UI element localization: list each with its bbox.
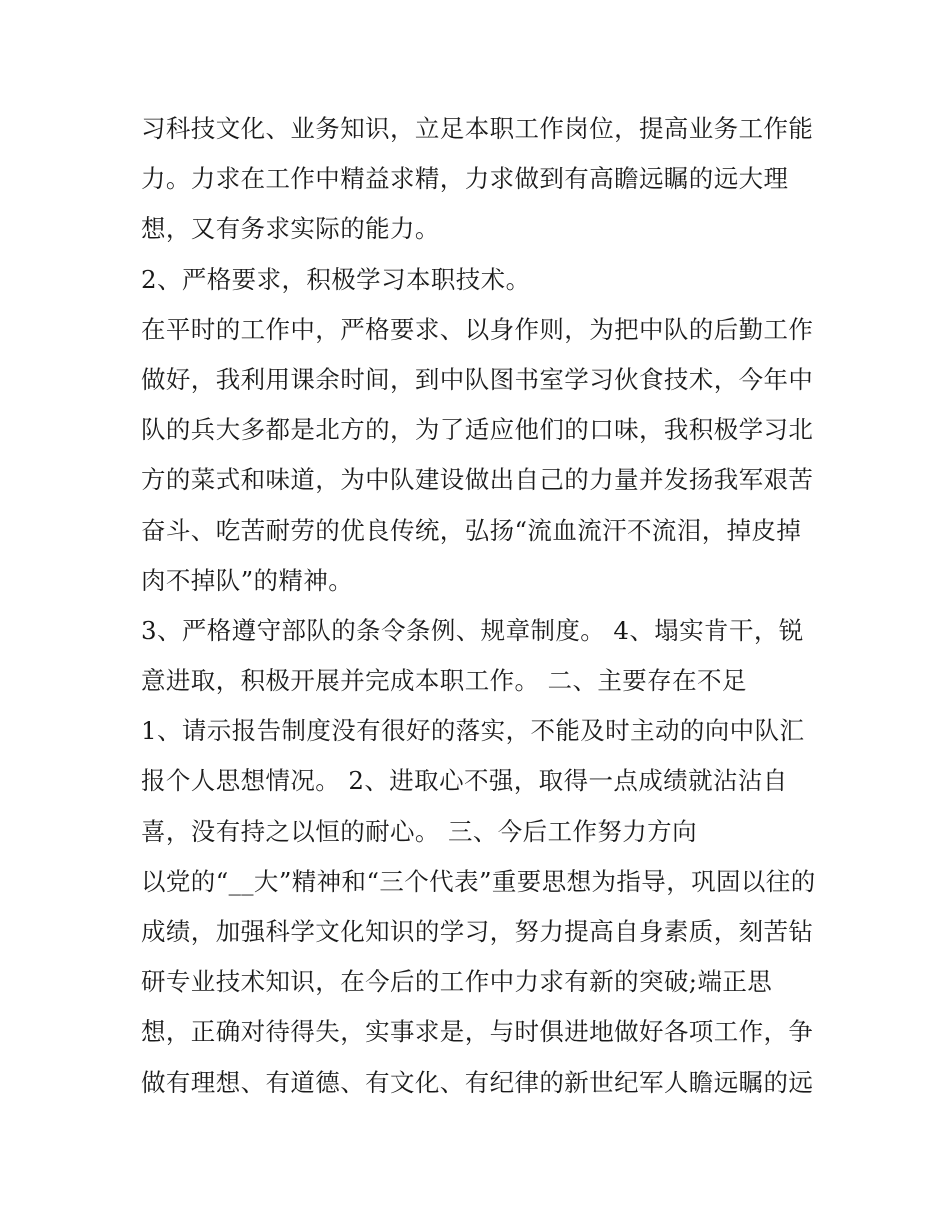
text-line: 做好，我利用课余时间，到中队图书室学习伙食技术，今年中 bbox=[141, 364, 814, 394]
text-line: 成绩，加强科学文化知识的学习，努力提高自身素质，刻苦钻 bbox=[141, 917, 814, 946]
text-line: 1、请示报告制度没有很好的落实，不能及时主动的向中队汇 bbox=[141, 716, 805, 746]
text-line: 习科技文化、业务知识，立足本职工作岗位，提高业务工作能 bbox=[141, 114, 814, 143]
text-line: 肉不掉队”的精神。 bbox=[141, 565, 354, 595]
document-body bbox=[141, 104, 821, 1108]
text-line: 做有理想、有道德、有文化、有纪律的新世纪军人瞻远瞩的远 bbox=[141, 1067, 814, 1097]
text-line: 研专业技术知识，在今后的工作中力求有新的突破;端正思 bbox=[141, 967, 773, 997]
text-line: 喜，没有持之以恒的耐心。 三、今后工作努力方向 bbox=[141, 816, 697, 846]
text-line: 想，又有务求实际的能力。 bbox=[141, 214, 440, 244]
text-line: 3、严格遵守部队的条令条例、规章制度。 4、塌实肯干，锐 bbox=[141, 615, 804, 645]
text-line: 以党的“__大”精神和“三个代表”重要思想为指导，巩固以往的 bbox=[141, 866, 816, 896]
text-line: 奋斗、吃苦耐劳的优良传统，弘扬“流血流汗不流泪，掉皮掉 bbox=[141, 515, 802, 545]
text-line: 队的兵大多都是北方的，为了适应他们的口味，我积极学习北 bbox=[141, 415, 814, 445]
text-line: 在平时的工作中，严格要求、以身作则，为把中队的后勤工作 bbox=[141, 314, 814, 344]
section-heading: 2、严格要求，积极学习本职技术。 bbox=[141, 264, 531, 294]
text-line: 报个人思想情况。 2、进取心不强，取得一点成绩就沾沾自 bbox=[141, 766, 788, 796]
text-line: 方的菜式和味道，为中队建设做出自己的力量并发扬我军艰苦 bbox=[141, 465, 814, 495]
text-line: 想，正确对待得失，实事求是，与时俱进地做好各项工作，争 bbox=[141, 1017, 814, 1047]
text-line: 力。力求在工作中精益求精，力求做到有高瞻远瞩的远大理 bbox=[141, 164, 789, 194]
text-line: 意进取，积极开展并完成本职工作。 二、主要存在不足 bbox=[141, 666, 747, 696]
